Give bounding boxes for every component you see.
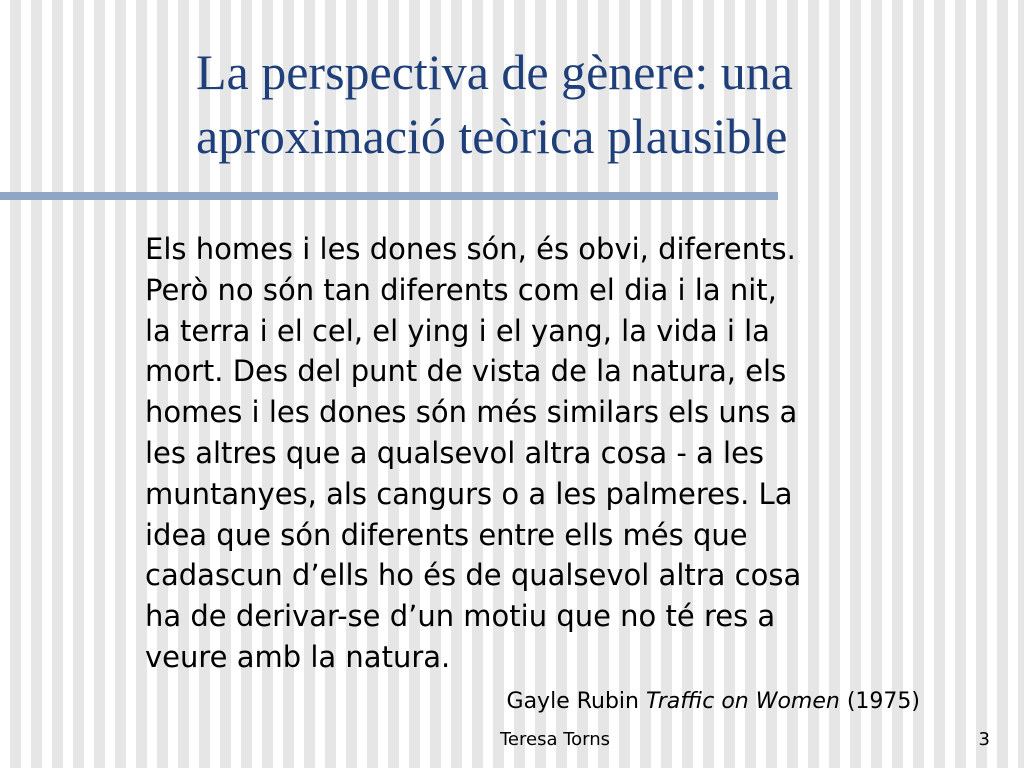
slide-title-line: La perspectiva de gènere: una bbox=[196, 44, 793, 100]
quote-line: cadascun d’ells ho és de qualsevol altra cosa bbox=[145, 558, 802, 593]
quote-line: idea que són diferents entre ells més que bbox=[145, 517, 748, 552]
citation-author: Gayle Rubin bbox=[506, 689, 639, 714]
quote-line: muntanyes, als cangurs o a les palmeres. La bbox=[145, 476, 793, 511]
citation-year: (1975) bbox=[846, 689, 920, 714]
quote-line: Els homes i les dones són, és obvi, diferents. bbox=[145, 232, 796, 266]
quote-line: la terra i el cel, el ying i el yang, la vida i la bbox=[145, 313, 770, 348]
quote-line: homes i les dones són més similars els uns a bbox=[145, 395, 798, 430]
quote-line: veure amb la natura. bbox=[145, 639, 451, 674]
quote-body bbox=[145, 229, 945, 678]
quote-line: mort. Des del punt de vista de la natura, els bbox=[145, 354, 787, 389]
quote-line: les altres que a qualsevol altra cosa - a les bbox=[145, 435, 765, 470]
footer-author: Teresa Torns bbox=[500, 729, 611, 750]
title-accent-bar bbox=[0, 192, 778, 200]
slide-title bbox=[196, 40, 956, 168]
quote-line: Però no són tan diferents com el dia i la nit, bbox=[145, 272, 777, 307]
quote-citation bbox=[507, 688, 920, 716]
quote-line: ha de derivar-se d’un motiu que no té res a bbox=[145, 599, 776, 634]
page-number: 3 bbox=[978, 729, 990, 750]
citation-work: Traffic on Women bbox=[645, 689, 840, 714]
slide-title-line: aproximació teòrica plausible bbox=[196, 108, 788, 164]
